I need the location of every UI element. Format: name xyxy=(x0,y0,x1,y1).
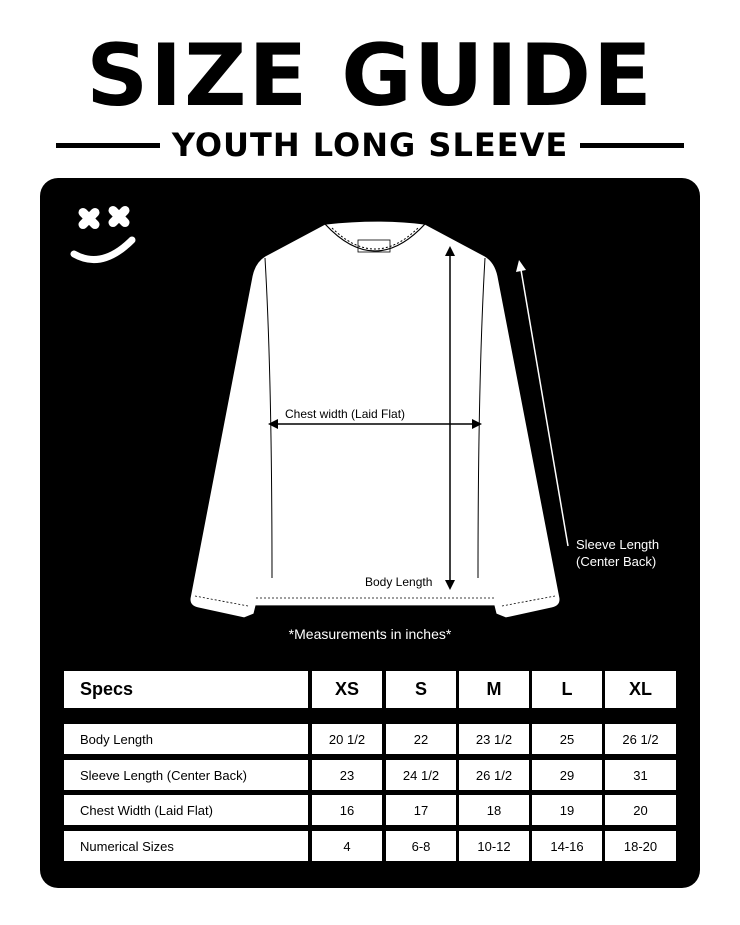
table-cell: 25 xyxy=(532,724,602,754)
row-label-sleeve-length: Sleeve Length (Center Back) xyxy=(64,760,308,790)
table-cell: 14-16 xyxy=(532,831,602,861)
table-cell: 19 xyxy=(532,795,602,825)
table-cell: 16 xyxy=(312,795,382,825)
table-header-l: L xyxy=(532,671,602,708)
table-cell: 26 1/2 xyxy=(459,760,529,790)
right-divider xyxy=(580,143,684,148)
page-subtitle: YOUTH LONG SLEEVE xyxy=(171,126,569,164)
table-cell: 26 1/2 xyxy=(605,724,676,754)
row-label-numerical-sizes: Numerical Sizes xyxy=(64,831,308,861)
table-cell: 24 1/2 xyxy=(386,760,456,790)
sleeve-length-label-line2: (Center Back) xyxy=(576,554,657,569)
table-cell: 4 xyxy=(312,831,382,861)
left-divider xyxy=(56,143,160,148)
size-guide-panel xyxy=(40,178,700,888)
row-label-body-length: Body Length xyxy=(64,724,308,754)
subtitle-row xyxy=(56,124,684,166)
table-cell: 10-12 xyxy=(459,831,529,861)
table-header-xs: XS xyxy=(312,671,382,708)
table-cell: 20 1/2 xyxy=(312,724,382,754)
page-title: SIZE GUIDE xyxy=(86,26,654,126)
table-cell: 20 xyxy=(605,795,676,825)
chest-width-label: Chest width (Laid Flat) xyxy=(285,407,406,421)
table-cell: 29 xyxy=(532,760,602,790)
table-header-m: M xyxy=(459,671,529,708)
table-cell: 23 xyxy=(312,760,382,790)
table-header-s: S xyxy=(386,671,456,708)
body-length-label: Body Length xyxy=(365,575,433,589)
sleeve-length-label-line1: Sleeve Length xyxy=(576,537,660,552)
table-cell: 18-20 xyxy=(605,831,676,861)
table-cell: 18 xyxy=(459,795,529,825)
table-cell: 23 1/2 xyxy=(459,724,529,754)
table-cell: 17 xyxy=(386,795,456,825)
table-header-xl: XL xyxy=(605,671,676,708)
measurement-note: *Measurements in inches* xyxy=(288,626,452,642)
table-cell: 22 xyxy=(386,724,456,754)
row-label-chest-width: Chest Width (Laid Flat) xyxy=(64,795,308,825)
table-cell: 6-8 xyxy=(386,831,456,861)
table-header-specs: Specs xyxy=(64,671,308,708)
table-cell: 31 xyxy=(605,760,676,790)
